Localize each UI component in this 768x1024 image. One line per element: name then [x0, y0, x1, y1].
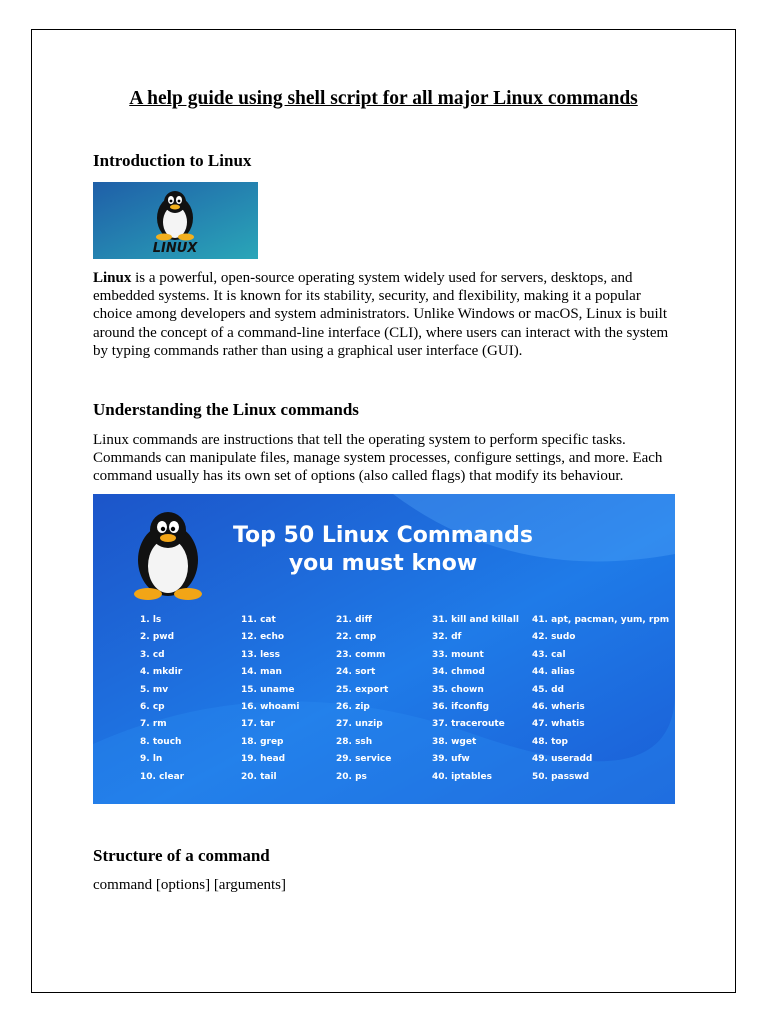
command-item: 4. mkdir [140, 667, 183, 678]
intro-paragraph-text: is a powerful, open-source operating system widely used for servers, desktops, and embedded systems. It is known for its stability, security, and flexibility, making it a popular choice among developers and system administrators. Unlike Windows or macOS, Linux is built around the concept of a command-line interface (CLI), where users can interact with the system by typing commands rather than using a graphical user interface (GUI). [93, 270, 669, 359]
command-item: 2. pwd [140, 632, 175, 643]
command-item: 12. echo [241, 632, 285, 643]
banner-title-line1: Top 50 Linux Commands [232, 523, 534, 548]
command-item: 42. sudo [532, 632, 576, 643]
command-item: 25. export [336, 684, 389, 695]
command-item: 6. cp [140, 701, 165, 712]
command-item: 10. clear [140, 771, 185, 782]
command-item: 3. cd [140, 649, 165, 660]
command-item: 37. traceroute [432, 719, 505, 730]
command-item: 22. cmp [336, 632, 377, 643]
command-item: 13. less [241, 649, 280, 660]
commands-column-1 [140, 612, 184, 786]
intro-bold-term: Linux [93, 270, 132, 286]
command-item: 23. comm [336, 649, 386, 660]
command-item: 17. tar [241, 719, 275, 730]
command-item: 18. grep [241, 736, 284, 747]
commands-column-2 [241, 612, 300, 786]
command-item: 11. cat [241, 615, 276, 625]
command-item: 32. df [432, 632, 462, 643]
banner-title-line2: you must know [288, 551, 478, 576]
command-item: 34. chmod [432, 667, 485, 678]
command-item: 14. man [241, 667, 282, 678]
command-item: 29. service [336, 754, 392, 765]
command-item: 36. ifconfig [432, 701, 490, 712]
command-item: 47. whatis [532, 719, 585, 730]
page-title: A help guide using shell script for all major Linux commands [129, 88, 638, 109]
commands-column-5 [532, 612, 669, 786]
command-item: 24. sort [336, 667, 376, 678]
command-item: 49. useradd [532, 754, 593, 765]
command-item: 1. ls [140, 615, 162, 625]
intro-paragraph [93, 269, 683, 360]
command-item: 21. diff [336, 615, 372, 625]
command-item: 26. zip [336, 701, 370, 712]
command-item: 15. uname [241, 684, 295, 695]
command-item: 35. chown [432, 684, 484, 695]
command-item: 9. ln [140, 754, 163, 765]
command-item: 8. touch [140, 736, 182, 747]
command-item: 16. whoami [241, 701, 300, 712]
command-item: 48. top [532, 736, 569, 747]
command-item: 40. iptables [432, 771, 492, 782]
command-item: 31. kill and killall [432, 615, 519, 625]
linux-logo-image [93, 182, 258, 259]
command-item: 19. head [241, 754, 286, 765]
command-syntax: command [options] [arguments] [93, 877, 287, 893]
command-item: 20. ps [336, 771, 367, 782]
linux-logo-text: LINUX [152, 241, 198, 256]
banner-title [213, 522, 553, 578]
commands-column-4 [432, 612, 519, 786]
command-item: 5. mv [140, 684, 169, 695]
understanding-heading: Understanding the Linux commands [93, 400, 359, 419]
command-item: 38. wget [432, 736, 477, 747]
command-item: 33. mount [432, 649, 484, 660]
command-item: 39. ufw [432, 754, 470, 765]
command-item: 46. wheris [532, 701, 585, 712]
command-item: 50. passwd [532, 771, 590, 782]
intro-heading: Introduction to Linux [93, 151, 252, 170]
command-item: 28. ssh [336, 736, 373, 747]
command-item: 27. unzip [336, 719, 383, 730]
command-item: 7. rm [140, 719, 167, 730]
top-50-commands-banner [93, 494, 675, 804]
structure-heading: Structure of a command [93, 846, 270, 865]
command-item: 45. dd [532, 684, 564, 695]
understanding-paragraph: Linux commands are instructions that tell the operating system to perform specific tasks. Commands can manipulate files, manage system processes, configure settings, and more. Each command usually has its own set of options (also called flags) that modify its behaviour. [93, 432, 663, 485]
command-item: 44. alias [532, 667, 575, 678]
commands-column-3 [336, 612, 391, 786]
command-item: 20. tail [241, 771, 277, 782]
command-item: 43. cal [532, 649, 566, 660]
command-item: 41. apt, pacman, yum, rpm [532, 615, 670, 625]
